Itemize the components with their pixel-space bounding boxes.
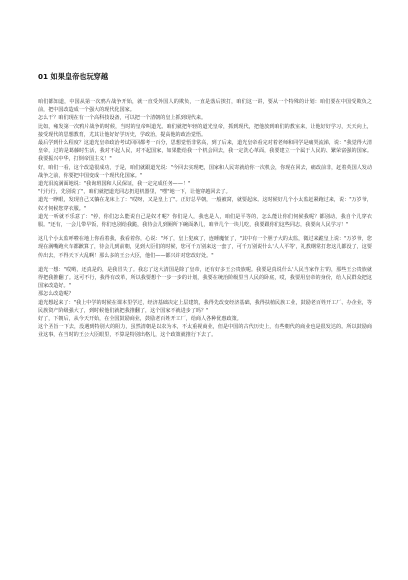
paragraph: 这几个小太监呼啦在地上你看着我，我看着你，心说："坏了，皇上犯疯了，连睡魔怔了，"其中有一个胆子大的太监，微过来跪皇上说："万岁爷，您现在满嘴跑火车都歉算了，待会儿到前朝，见到大臣们的时候，您可千万别来这一套了，可千万别说什么'人人平等'，礼教纲常打您这儿都没了，这要传出去，不得天下大乱啊！那么多的王公大臣，他们——都兴许对您改好处。" bbox=[38, 236, 372, 259]
paragraph: 好了，下朝后，从今天开始，在全国鼓励商业，鼓励老百姓开工厂，给商人各种优惠政策。 bbox=[38, 316, 242, 323]
paragraph: 好，咱们一看，这个改造很成功，于是，咱们就跟道光说："今回去实现吧，国家和人民寄就给你一次机会，你现在回去，痛改前非，赶着英国人发动战争之前，你要把中国变成一个现代化国家。" bbox=[38, 164, 372, 179]
paragraph: 道光一想："哎哟，还真是的，是我冒失了。我忘了这大清国是除了皇帝，还有好多王公贵族呢。我要是真说什么'人民当家作主'的，那些王公贵族就得把我推翻了。这可不行，我得有改革，所以我要想个一步一步的计划，我要在统治阶级里当人民的卧底，哎，我要用皇帝的身份，给人民群众把这国家改造好。" bbox=[38, 266, 372, 290]
paragraph: 咱们都知道，中国从第一次鸦片战争开始，就一直受外国人的欺负，一直是落后挨打，咱们这一讲，要从一个特殊的计划：咱们要在中国受欺负之前，把中国改造成一个强大的现代化国家。 bbox=[38, 99, 372, 114]
paragraph: 这个圣旨一下去，没遇到特别大的阻力，虽然清朝是以农为本，不太重视商业，但是中国的古代历史上，有些朝代的商业也是很发达的。所以鼓励商业这事，在当时的王公大臣眼里，不算是特别出格儿，这个政策就推行下去了。 bbox=[38, 324, 372, 339]
document-page bbox=[38, 72, 372, 572]
paragraph: 比如，雍发第一次鸦片战争的时候，当时的皇帝叫道光。咱们就把年轻的道光皇帝，抓到现代，把他放到咱们的教室来，让他好好学习，天天向上，接受现代的思想教育，尤其让他好好学历史，学政治，提高他的政治觉悟。 bbox=[38, 123, 372, 138]
paragraph: 道光泪流满面地说："我询班国和人民保证，我一定完成任务——！" bbox=[38, 181, 191, 188]
paragraph: 道光想起来了："我上中学的时候在课本里学过，经济基础决定上层建筑，我得先改变经济基础，我得扶植民族工业，鼓励老百姓开工厂、办企业，等民族资产阶级强大了，到时候他们就把我推翻了，这个国家不就进步了吗？" bbox=[38, 299, 372, 314]
paragraph: 那怎么改造呢？ bbox=[38, 291, 74, 298]
paragraph: 怎么干？咱们现在有一个高科技设备，可以把一个清朝的皇上抓到现代来。 bbox=[38, 115, 207, 122]
chapter-title: 01 如果皇帝也玩穿越 bbox=[38, 72, 109, 81]
paragraph: 道光一听就不乐意了："停，你们怎么能说自己是奴才呢？你们是人，我也是人，咱们是平等的，怎么能让你们伺候我呢？都别动，我自个儿穿衣服。"还有，一会儿带早饭，你们也别给我跪，我待会儿到厕所下碗面条儿，咱爷几个一块儿吃，我要跟你们这些同志，我要向人民学习！" bbox=[38, 213, 372, 229]
document-body bbox=[38, 98, 372, 340]
paragraph: 最后学到什么程度？这道光皇帝政治考试回回都考一百分，思想觉悟非常高，到了后来，道光皇帝看完对着老师和同学是痛哭流涕，说："我觉得大清皇帝，过的是葛藤时生活，我对不起人民，对不起国家，如果能给我一个机会回去，我一定洗心革面，我要建立一个属于人民的、繁荣富强的国家。我要振兴中华，打倒帝国主义！" bbox=[38, 140, 372, 163]
paragraph: "行行行，先别说了"，咱们就把道光同志扔进机器里，"嘿"地一下，让他穿越回去了。 bbox=[38, 189, 231, 196]
paragraph: 道光一睁眼，发现自己又躺在龙床上了："哎呀，又是皇上了"。正好总早朝，一般被窝，就要起床。这时候好几个小太监赶紧跑过来，说："万岁爷，奴才伺候您穿衣服。" bbox=[38, 197, 372, 212]
